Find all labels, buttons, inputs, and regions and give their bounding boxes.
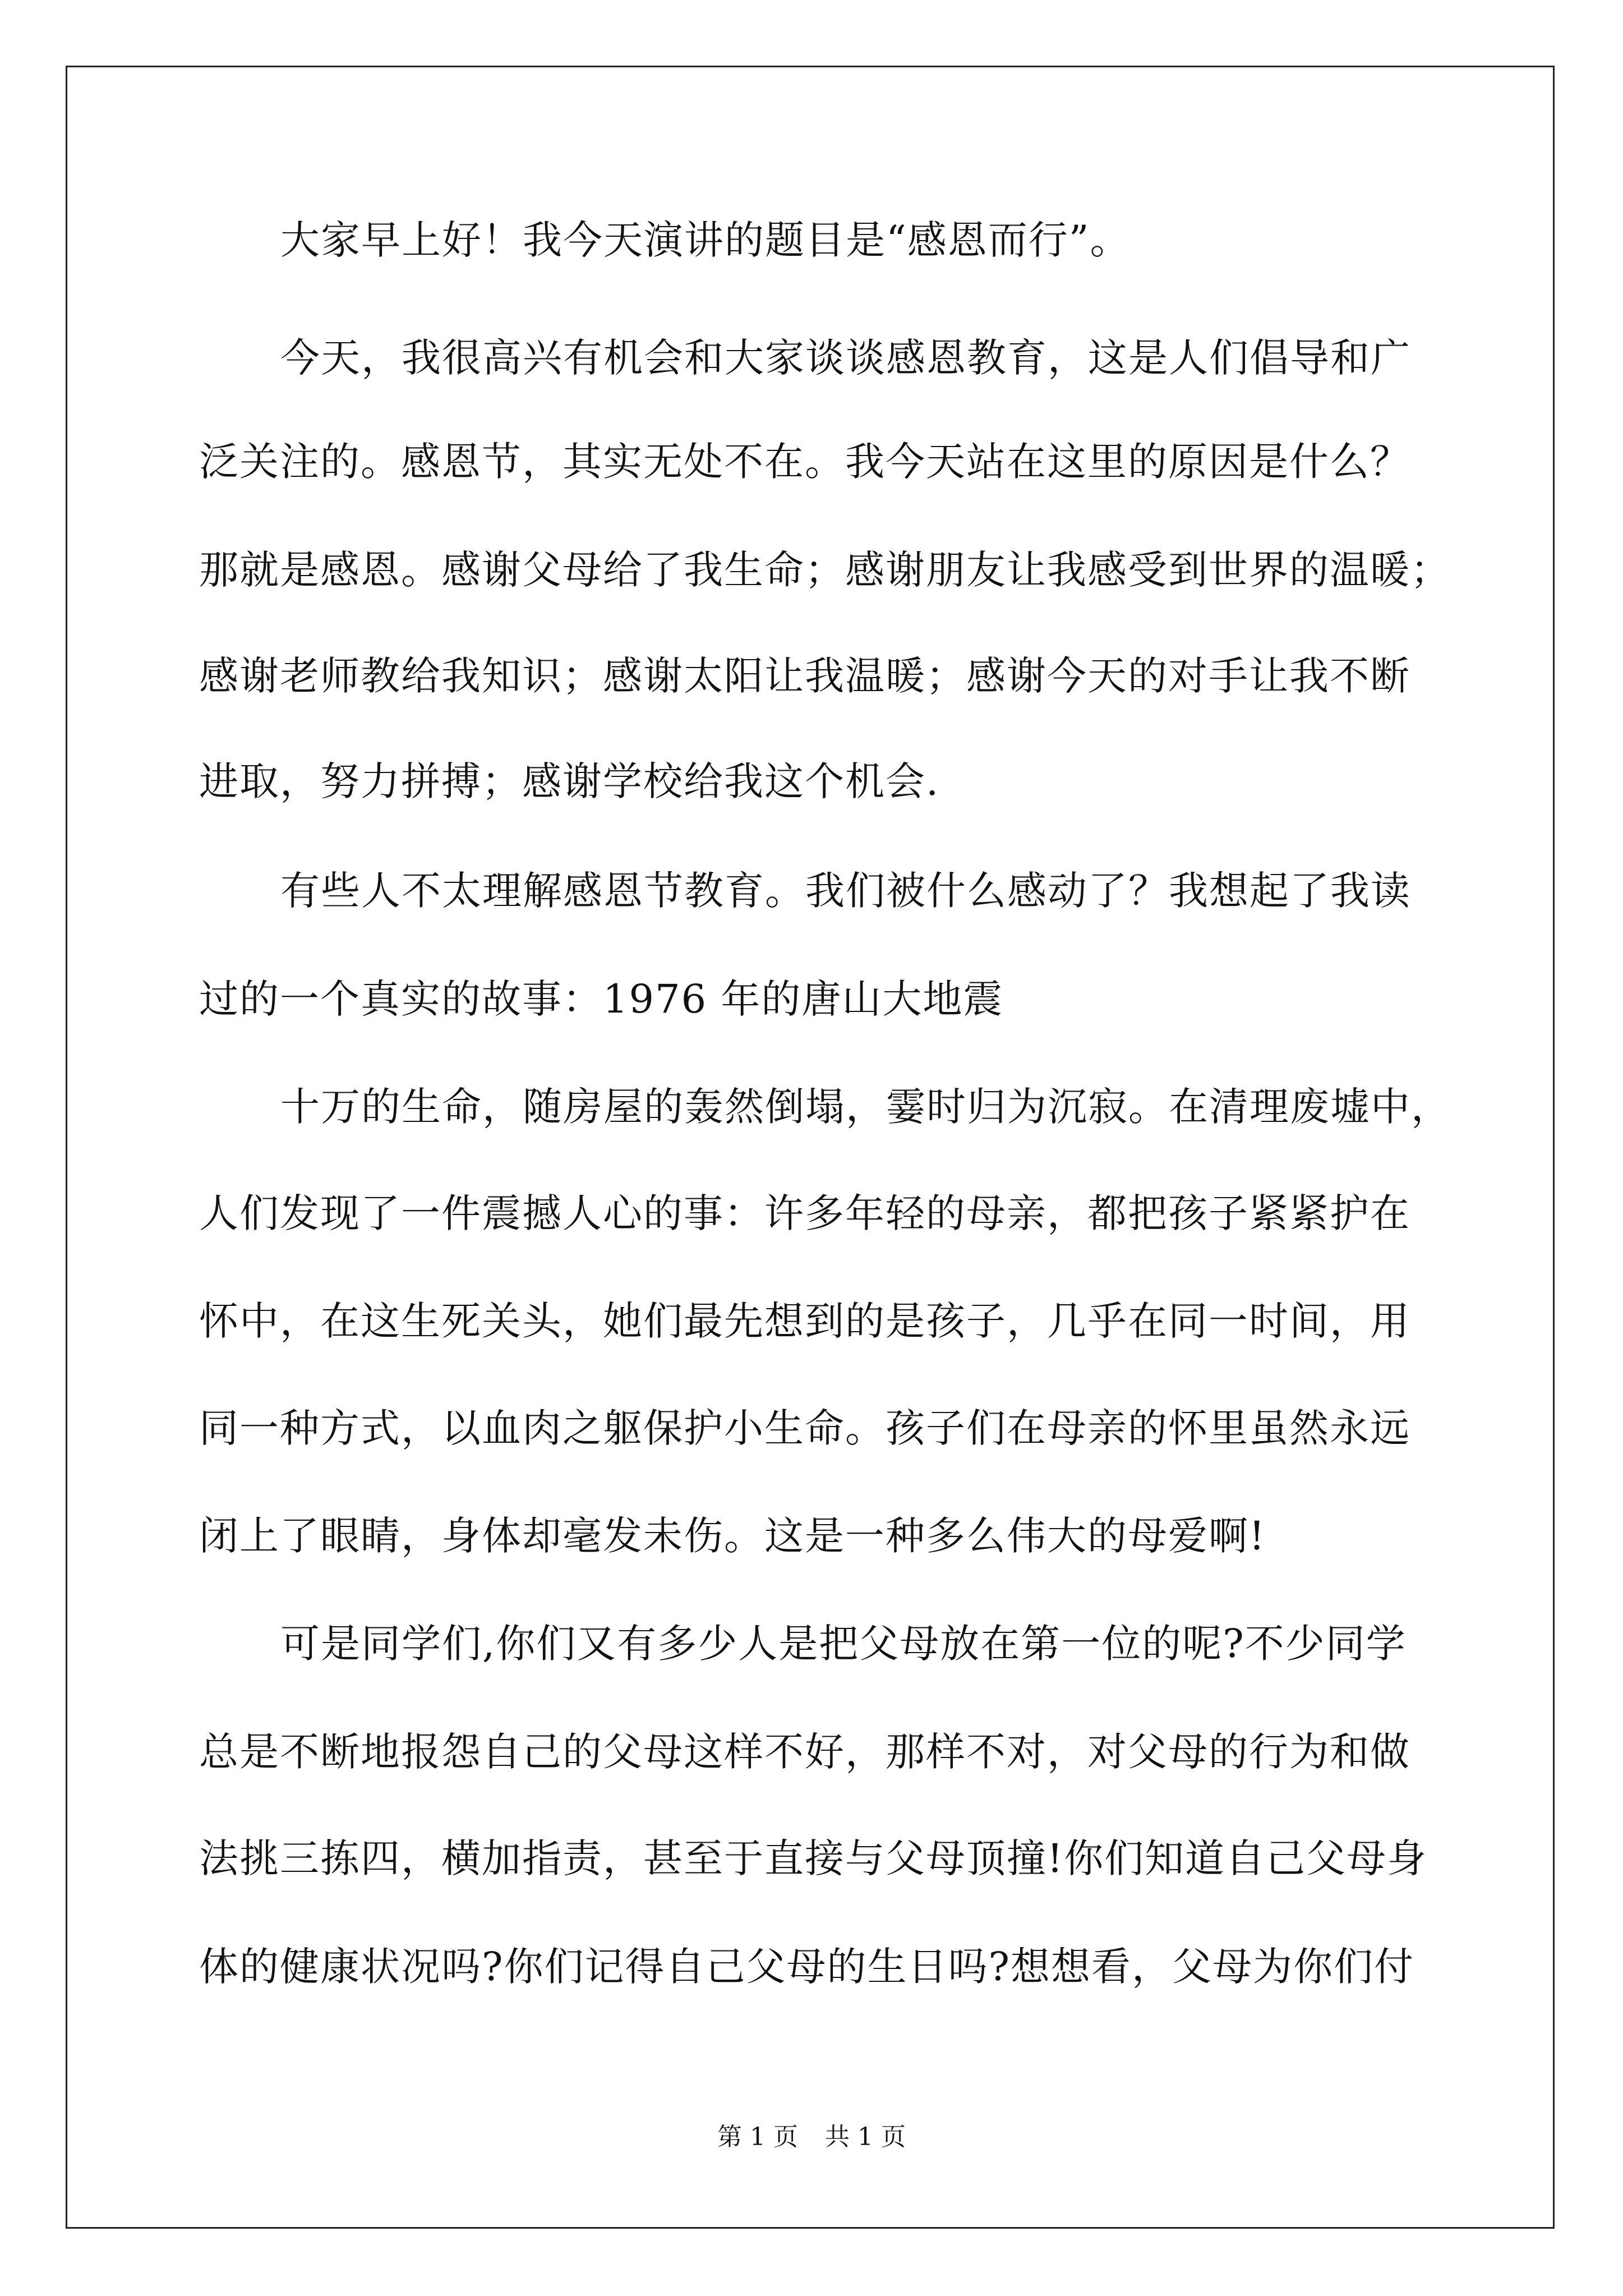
paragraph-line: 那就是感恩。感谢父母给了我生命；感谢朋友让我感受到世界的温暖； (199, 547, 1451, 593)
paragraph-line: 可是同学们,你们又有多少人是把父母放在第一位的呢?不少同学 (280, 1621, 1407, 1667)
paragraph-line: 怀中，在这生死关头，她们最先想到的是孩子，几乎在同一时间，用 (199, 1298, 1410, 1344)
paragraph-line: 大家早上好！我今天演讲的题目是“感恩而行”。 (280, 217, 1131, 263)
page-footer (0, 2122, 1623, 2153)
paragraph-line: 今天，我很高兴有机会和大家谈谈感恩教育，这是人们倡导和广 (280, 335, 1411, 381)
paragraph-line: 闭上了眼睛，身体却毫发未伤。这是一种多么伟大的母爱啊! (199, 1513, 1266, 1559)
paragraph-line: 人们发现了一件震撼人心的事：许多年轻的母亲，都把孩子紧紧护在 (199, 1190, 1410, 1236)
paragraph-line: 法挑三拣四，横加指责，甚至于直接与父母顶撞!你们知道自己父母身 (199, 1835, 1428, 1881)
paragraph-line: 总是不断地报怨自己的父母这样不好，那样不对，对父母的行为和做 (199, 1729, 1410, 1775)
paragraph-line: 有些人不太理解感恩节教育。我们被什么感动了？我想起了我读 (280, 868, 1411, 914)
paragraph-line: 体的健康状况吗?你们记得自己父母的生日吗?想想看，父母为你们付 (199, 1944, 1415, 1990)
paragraph-line: 同一种方式，以血肉之躯保护小生命。孩子们在母亲的怀里虽然永远 (199, 1405, 1410, 1451)
paragraph-line: 过的一个真实的故事：1976 年的唐山大地震 (199, 976, 1004, 1022)
paragraph-line: 感谢老师教给我知识；感谢太阳让我温暖；感谢今天的对手让我不断 (199, 653, 1410, 699)
page-border (66, 66, 1555, 2229)
page-number: 第 1 页 (717, 2123, 798, 2151)
paragraph-line: 进取，努力拼搏；感谢学校给我这个机会. (199, 758, 940, 804)
paragraph-line: 十万的生命，随房屋的轰然倒塌，霎时归为沉寂。在清理废墟中， (280, 1084, 1451, 1130)
page-total: 共 1 页 (825, 2123, 906, 2151)
paragraph-line: 泛关注的。感恩节，其实无处不在。我今天站在这里的原因是什么？ (199, 439, 1410, 485)
